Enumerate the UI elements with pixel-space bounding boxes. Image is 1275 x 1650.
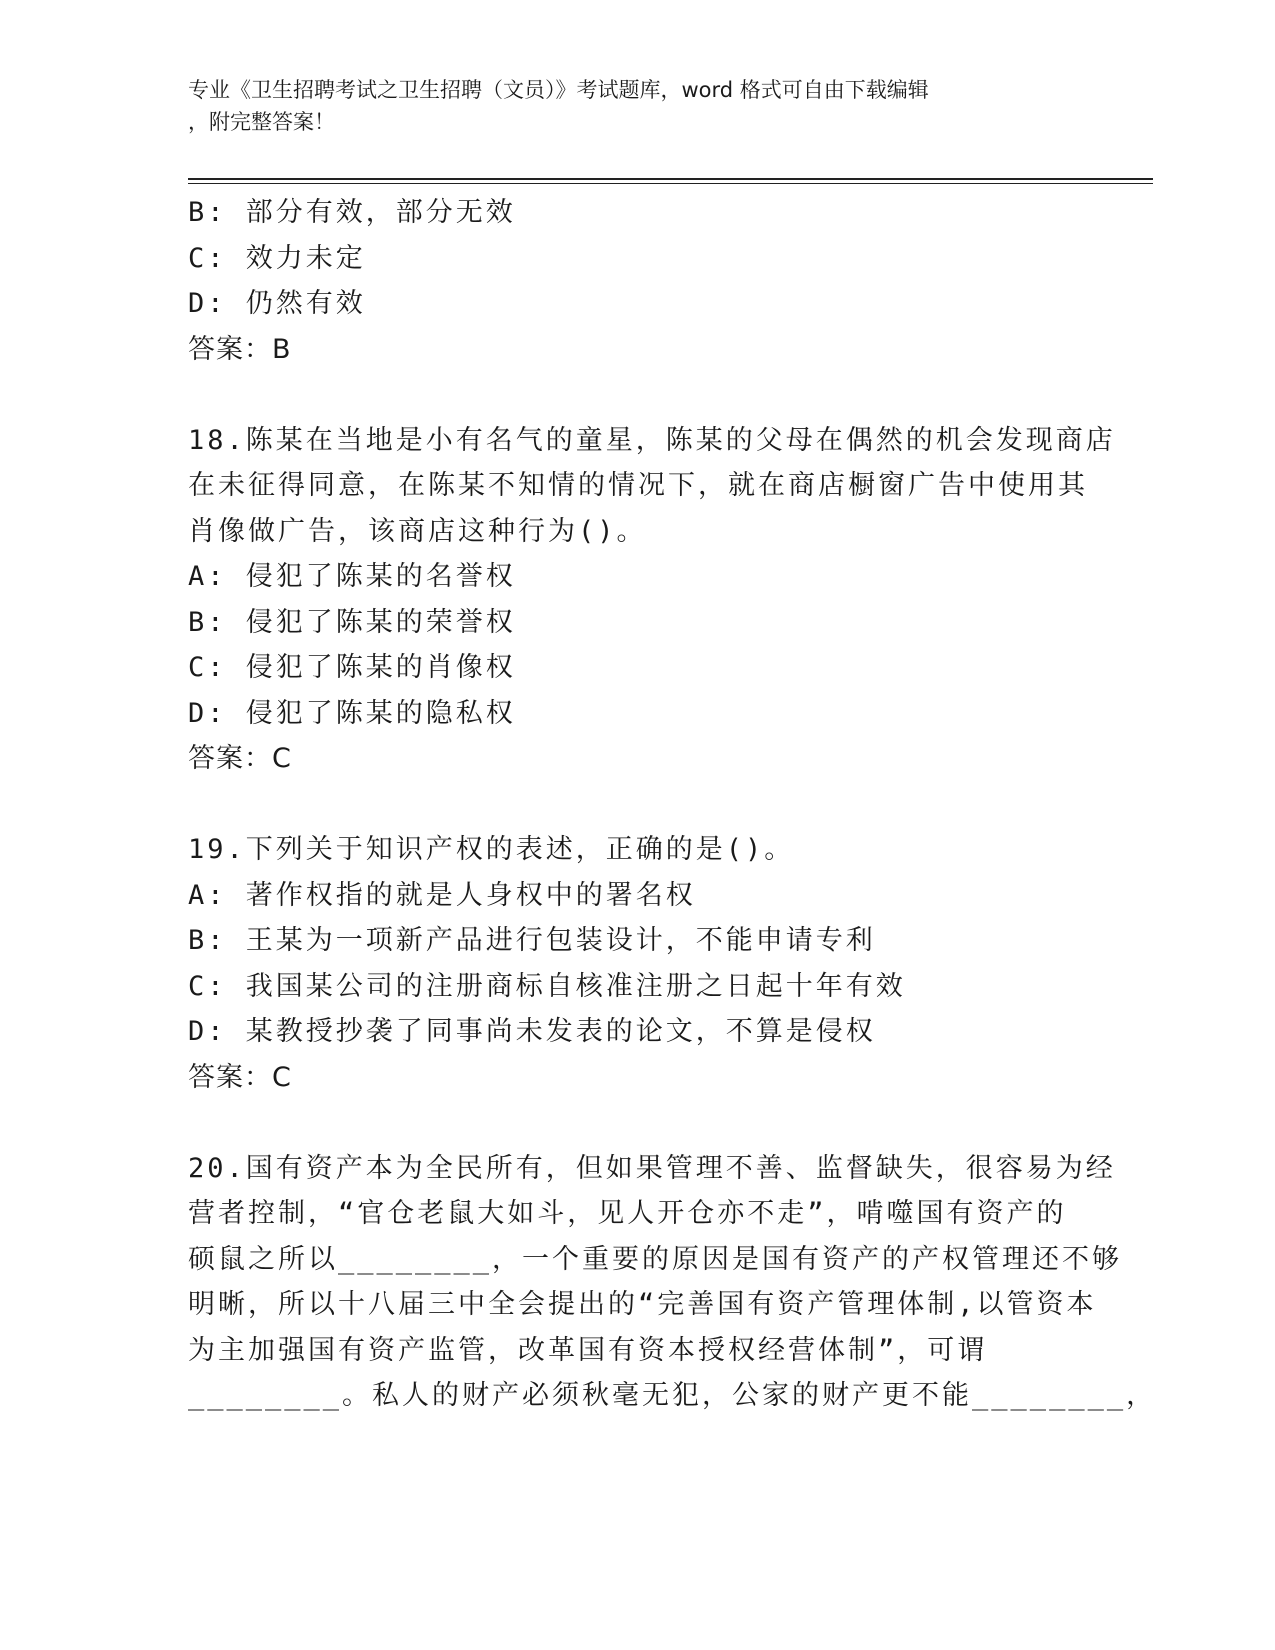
- question-stem-line: 在未征得同意，在陈某不知情的情况下，就在商店橱窗广告中使用其: [188, 470, 1088, 501]
- question-stem-line: 肖像做广告，该商店这种行为()。: [188, 515, 647, 547]
- option-d: D: 侵犯了陈某的隐私权: [188, 697, 516, 729]
- header-line-1: 专业《卫生招聘考试之卫生招聘（文员）》考试题库，word 格式可自由下载编辑: [188, 78, 929, 102]
- option-d: D: 仍然有效: [188, 288, 366, 319]
- header-line-2: ，附完整答案！: [188, 110, 335, 134]
- option-d: D: 某教授抄袭了同事尚未发表的论文，不算是侵权: [188, 1016, 876, 1047]
- answer-label: 答案：B: [188, 333, 292, 365]
- option-b: B: 部分有效，部分无效: [188, 197, 516, 228]
- option-c: C: 侵犯了陈某的肖像权: [188, 652, 516, 683]
- question-17-tail: [188, 190, 1088, 372]
- question-stem-line: 18.陈某在当地是小有名气的童星，陈某的父母在偶然的机会发现商店: [188, 424, 1116, 456]
- question-stem-line: 硕鼠之所以________，一个重要的原因是国有资产的产权管理还不够: [188, 1243, 1123, 1275]
- option-a: A: 著作权指的就是人身权中的署名权: [188, 879, 696, 911]
- question-stem-line: 20.国有资产本为全民所有，但如果管理不善、监督缺失，很容易为经: [188, 1152, 1116, 1184]
- header-rule-thin: [188, 183, 1153, 184]
- answer-label: 答案：C: [188, 743, 292, 774]
- question-stem-line: 营者控制，“官仓老鼠大如斗，见人开仓亦不走”，啃噬国有资产的: [188, 1198, 1067, 1229]
- question-stem-line: 19.下列关于知识产权的表述，正确的是()。: [188, 834, 795, 865]
- option-c: C: 效力未定: [188, 242, 366, 274]
- question-stem-line: ________。私人的财产必须秋毫无犯，公家的财产更不能________，: [188, 1380, 1157, 1411]
- option-c: C: 我国某公司的注册商标自核准注册之日起十年有效: [188, 970, 906, 1002]
- option-b: B: 王某为一项新产品进行包装设计，不能申请专利: [188, 925, 876, 956]
- question-stem-line: 明晰，所以十八届三中全会提出的“完善国有资产管理体制,以管资本: [188, 1289, 1097, 1320]
- option-b: B: 侵犯了陈某的荣誉权: [188, 606, 516, 638]
- header-rule-thick: [188, 178, 1153, 180]
- question-18: [188, 418, 1116, 782]
- option-a: A: 侵犯了陈某的名誉权: [188, 561, 516, 592]
- question-20: [188, 1146, 1157, 1419]
- question-content: [188, 190, 1157, 1419]
- answer-label: 答案：C: [188, 1061, 292, 1093]
- question-stem-line: 为主加强国有资产监管，改革国有资本授权经营体制”，可谓: [188, 1334, 988, 1366]
- question-19: [188, 827, 1088, 1100]
- document-header: [188, 74, 1088, 138]
